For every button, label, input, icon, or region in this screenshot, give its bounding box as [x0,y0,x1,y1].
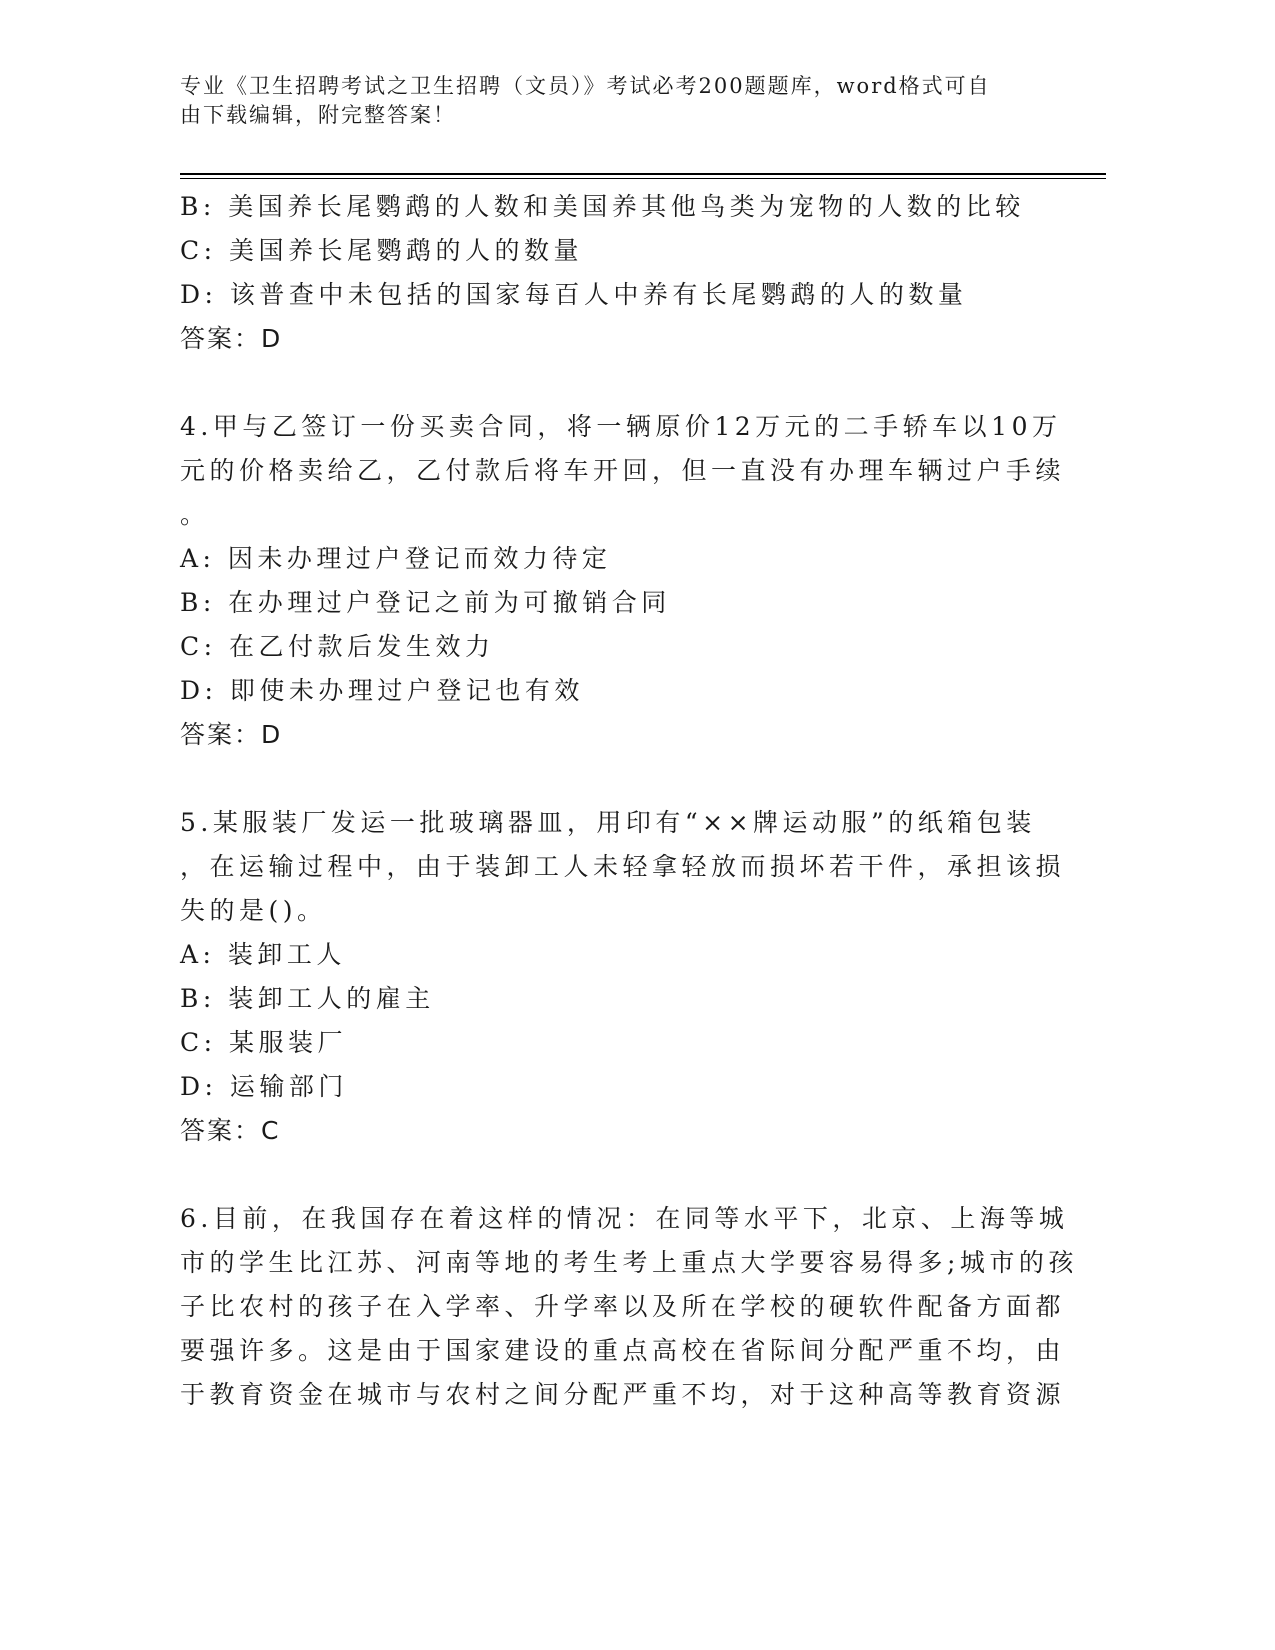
q4-option-a: A: 因未办理过户登记而效力待定 [180,544,612,573]
q5-answer: 答案：C [180,1116,281,1145]
question-4 [180,405,1066,757]
q3-answer: 答案：D [180,324,283,353]
header-divider-thick [180,173,1106,175]
q5-option-c: C: 某服装厂 [180,1028,347,1057]
q3-option-d: D: 该普查中未包括的国家每百人中养有长尾鹦鹉的人的数量 [180,280,968,309]
q6-stem-line-3: 子比农村的孩子在入学率、升学率以及所在学校的硬软件配备方面都 [180,1292,1066,1321]
spacer [180,1153,1040,1197]
q4-stem-line-1: 4.甲与乙签订一份买卖合同，将一辆原价12万元的二手轿车以10万 [180,412,1062,441]
spacer [180,361,1040,405]
q4-answer: 答案：D [180,720,283,749]
q3-option-c: C: 美国养长尾鹦鹉的人的数量 [180,236,583,265]
q5-stem-line-1: 5.某服装厂发运一批玻璃器皿，用印有“××牌运动服”的纸箱包装 [180,808,1036,837]
q6-stem-line-2: 市的学生比江苏、河南等地的考生考上重点大学要容易得多;城市的孩 [180,1248,1078,1277]
q6-stem-line-5: 于教育资金在城市与农村之间分配严重不均，对于这种高等教育资源 [180,1380,1066,1409]
header-line-2: 由下载编辑，附完整答案！ [180,103,456,127]
header-line-1: 专业《卫生招聘考试之卫生招聘（文员）》考试必考200题题库，word格式可自 [180,74,991,98]
q5-option-d: D: 运输部门 [180,1072,348,1101]
q5-stem-line-2: ，在运输过程中，由于装卸工人未轻拿轻放而损坏若干件，承担该损 [180,852,1066,881]
q6-stem-line-4: 要强许多。这是由于国家建设的重点高校在省际间分配严重不均，由 [180,1336,1066,1365]
question-5 [180,801,1066,1153]
question-6 [180,1197,1078,1417]
question-3-tail [180,185,1040,361]
document-body [180,185,1078,1417]
q6-stem-line-1: 6.目前，在我国存在着这样的情况：在同等水平下，北京、上海等城 [180,1204,1069,1233]
q5-stem-line-3: 失的是()。 [180,896,327,925]
header-divider-thin [180,178,1106,179]
q5-option-a: A: 装卸工人 [180,940,346,969]
q3-option-b: B: 美国养长尾鹦鹉的人数和美国养其他鸟类为宠物的人数的比较 [180,192,1025,221]
q4-stem-line-3: 。 [180,500,210,529]
q5-option-b: B: 装卸工人的雇主 [180,984,435,1013]
spacer [180,757,1040,801]
q4-option-b: B: 在办理过户登记之前为可撤销合同 [180,588,671,617]
document-header [180,72,1050,130]
q4-stem-line-2: 元的价格卖给乙，乙付款后将车开回，但一直没有办理车辆过户手续 [180,456,1066,485]
q4-option-c: C: 在乙付款后发生效力 [180,632,495,661]
q4-option-d: D: 即使未办理过户登记也有效 [180,676,584,705]
